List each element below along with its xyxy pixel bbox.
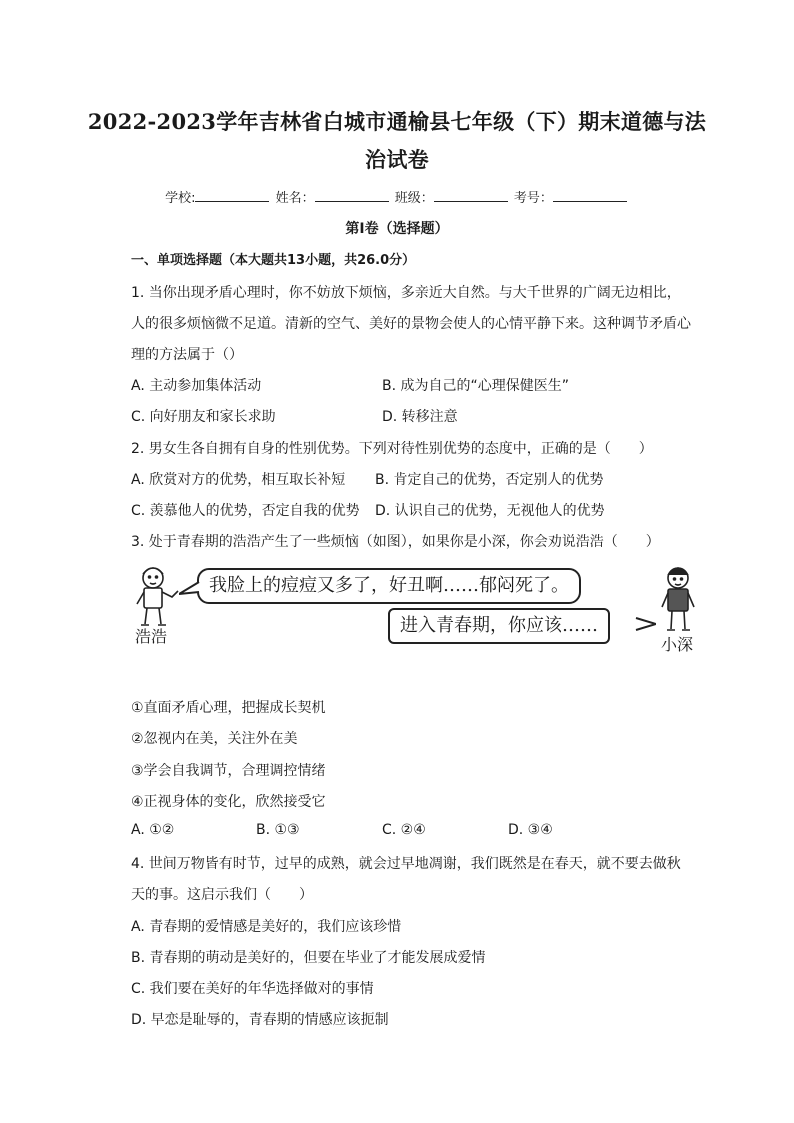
haohao-speech-bubble: 我脸上的痘痘又多了，好丑啊……郁闷死了。 <box>197 568 581 604</box>
exam-number-blank <box>553 189 627 202</box>
xiaoshen-figure <box>653 564 703 640</box>
exam-number-label: 考号： <box>513 191 553 206</box>
question-3-statement-4: ④正视身体的变化，欣然接受它 <box>131 794 326 810</box>
school-label: 学校: <box>165 191 196 206</box>
question-2-option-c: C. 羡慕他人的优势，否定自我的优势 <box>131 503 360 519</box>
question-1-line-3: 理的方法属于（） <box>131 347 243 363</box>
question-1-option-b: B. 成为自己的“心理保健医生” <box>382 378 570 394</box>
question-3-option-a: A. ①② <box>131 822 175 838</box>
name-blank <box>315 189 389 202</box>
haohao-bubble-tail <box>179 580 201 600</box>
question-4-option-a: A. 青春期的爱情感是美好的，我们应该珍惜 <box>131 919 402 935</box>
haohao-name: 浩浩 <box>135 627 168 646</box>
part-title: 一、单项选择题（本大题共13小题，共26.0分） <box>131 253 416 268</box>
xiaoshen-name: 小深 <box>661 635 694 654</box>
question-4-option-d: D. 早恋是耻辱的，青春期的情感应该扼制 <box>131 1012 389 1028</box>
question-3-option-b: B. ①③ <box>256 822 300 838</box>
question-2-option-a: A. 欣赏对方的优势，相互取长补短 <box>131 472 346 488</box>
question-1-line-2: 人的很多烦恼微不足道。清新的空气、美好的景物会使人的心情平静下来。这种调节矛盾心 <box>131 316 691 332</box>
question-3-cartoon <box>131 562 705 658</box>
question-3-option-c: C. ②④ <box>382 822 426 838</box>
question-1-option-d: D. 转移注意 <box>382 409 458 425</box>
question-4-line-2: 天的事。这启示我们（ ） <box>131 887 313 903</box>
question-4-option-c: C. 我们要在美好的年华选择做对的事情 <box>131 981 374 997</box>
question-3-statement-3: ③学会自我调节，合理调控情绪 <box>131 763 326 779</box>
exam-title-line-1: 2022-2023学年吉林省白城市通榆县七年级（下）期末道德与法 <box>87 109 707 134</box>
question-2-line-1: 2. 男女生各自拥有自身的性别优势。下列对待性别优势的态度中，正确的是（ ） <box>131 441 653 457</box>
question-3-statement-1: ①直面矛盾心理，把握成长契机 <box>131 700 326 716</box>
class-blank <box>434 189 508 202</box>
exam-title-line-2: 治试卷 <box>365 147 429 172</box>
question-1-option-c: C. 向好朋友和家长求助 <box>131 409 276 425</box>
student-info-row <box>0 187 794 206</box>
class-label: 班级： <box>394 191 434 206</box>
question-3-statement-2: ②忽视内在美，关注外在美 <box>131 731 298 747</box>
question-3-option-d: D. ③④ <box>508 822 553 838</box>
question-2-option-d: D. 认识自己的优势，无视他人的优势 <box>375 503 605 519</box>
question-1-option-a: A. 主动参加集体活动 <box>131 378 262 394</box>
question-2-option-b: B. 肯定自己的优势，否定别人的优势 <box>375 472 604 488</box>
xiaoshen-speech-bubble: 进入青春期，你应该…… <box>388 608 610 644</box>
school-blank <box>195 189 269 202</box>
section-title: 第Ⅰ卷（选择题） <box>345 221 449 237</box>
question-4-line-1: 4. 世间万物皆有时节，过早的成熟，就会过早地凋谢，我们既然是在春天，就不要去做秋 <box>131 856 681 872</box>
question-4-option-b: B. 青春期的萌动是美好的，但要在毕业了才能发展成爱情 <box>131 950 486 966</box>
name-label: 姓名： <box>275 191 315 206</box>
question-3-line-1: 3. 处于青春期的浩浩产生了一些烦恼（如图），如果你是小深，你会劝说浩浩（ ） <box>131 534 660 550</box>
question-1-line-1: 1. 当你出现矛盾心理时，你不妨放下烦恼，多亲近大自然。与大千世界的广阔无边相比， <box>131 285 681 301</box>
